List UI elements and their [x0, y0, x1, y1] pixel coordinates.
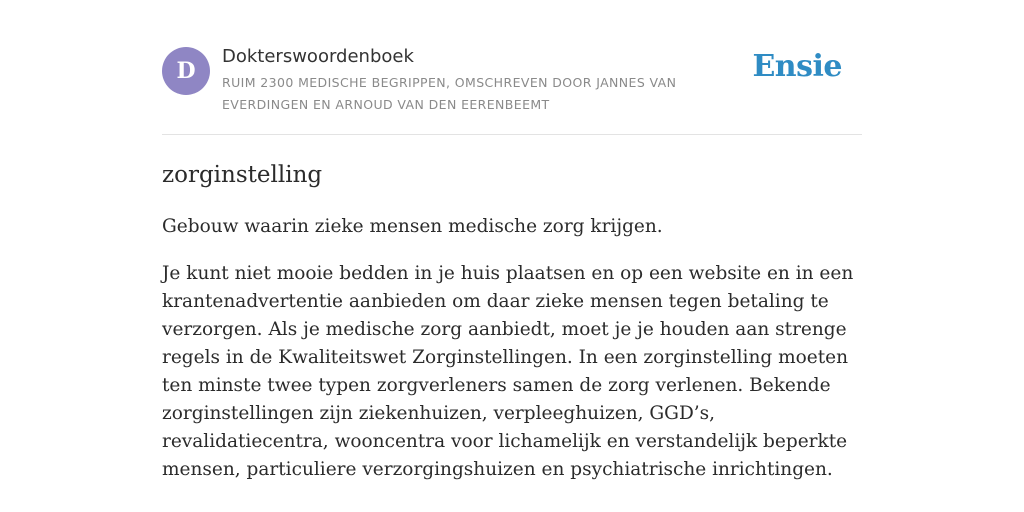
entry-explanation: Je kunt niet mooie bedden in je huis plaatsen en op een website en in een krantenadvertentie aanbieden om daar zieke mensen tegen betaling te verzorgen. Als je medische zorg aanbiedt, moet je je houden aan strenge regels in de Kwaliteitswet Zorginstellingen. In een zorginstelling moeten ten minste twee typen zorgverleners samen de zorg verlenen. Bekende zorginstellingen zijn ziekenhuizen, verpleeghuizen, GGD’s, revalidatiecentra, wooncentra voor lichamelijk en verstandelijk beperkte mensen, particuliere verzorgingshuizen en psychiatrische inrichtingen. — [162, 263, 854, 480]
source-avatar[interactable]: D — [162, 47, 210, 95]
source-header — [162, 0, 862, 135]
entry-definition: Gebouw waarin zieke mensen medische zorg krijgen. — [162, 216, 663, 237]
ensie-logo[interactable]: Ensie — [752, 49, 842, 84]
entry-term: zorginstelling — [162, 162, 323, 188]
source-title[interactable]: Dokterswoordenboek — [222, 46, 414, 67]
content-container — [162, 0, 862, 484]
source-description: RUIM 2300 MEDISCHE BEGRIPPEN, OMSCHREVEN DOOR JANNES VAN EVERDINGEN EN ARNOUD VAN DEN EERENBEEMT — [222, 75, 677, 112]
